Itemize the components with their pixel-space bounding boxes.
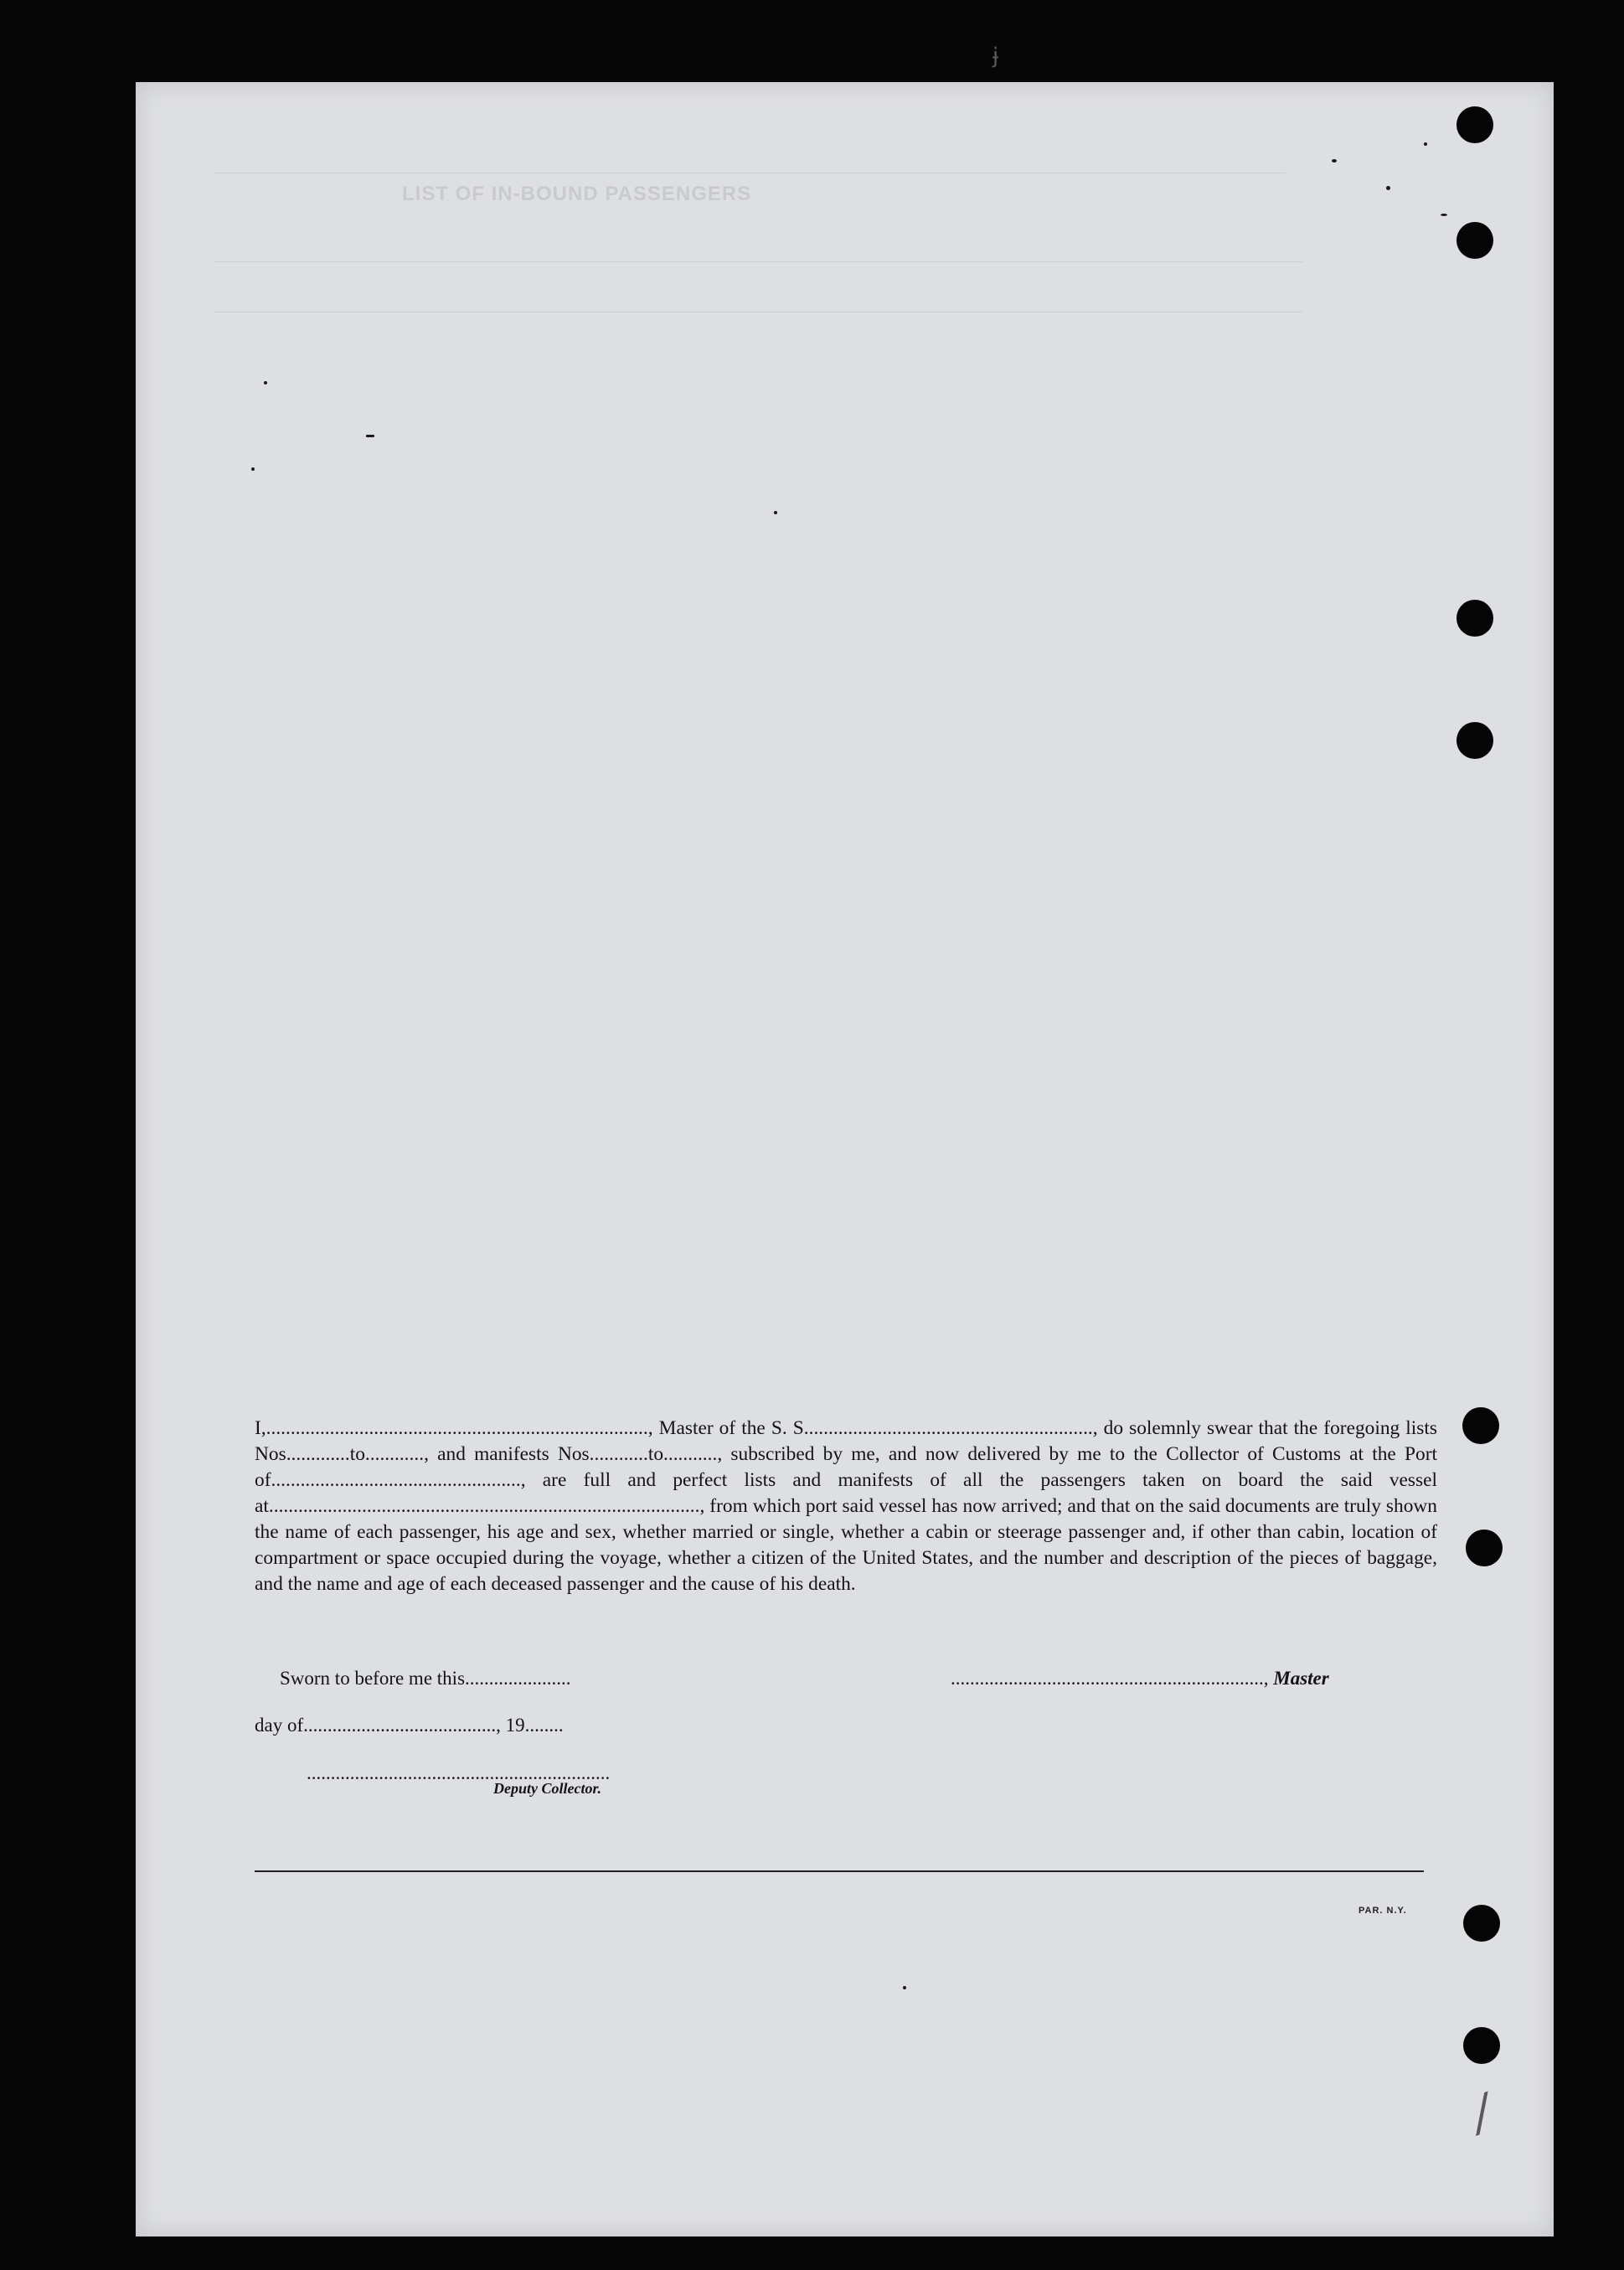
punch-hole (1463, 2027, 1500, 2064)
speck (1424, 142, 1427, 146)
speck (1441, 214, 1447, 216)
punch-hole (1456, 722, 1493, 759)
master-dots: ................................................................., (951, 1668, 1274, 1689)
deputy-collector-label: Deputy Collector. (493, 1780, 601, 1797)
punch-hole (1462, 1407, 1499, 1444)
speck (1386, 186, 1390, 190)
oath-paragraph (255, 1416, 1437, 1597)
punch-hole (1456, 222, 1493, 259)
punch-hole (1456, 600, 1493, 637)
bottom-rule (255, 1870, 1424, 1872)
ghost-header-text: LIST OF IN-BOUND PASSENGERS (402, 183, 752, 205)
speck (903, 1986, 906, 1989)
master-signature-line (951, 1668, 1329, 1690)
sworn-line: Sworn to before me this...................... (280, 1668, 571, 1689)
speck (1332, 159, 1337, 163)
ghost-line-2 (214, 261, 1302, 262)
punch-hole (1463, 1905, 1500, 1942)
master-label: Master (1273, 1668, 1329, 1689)
speck (774, 511, 777, 514)
margin-mark: ⁄ (1468, 2086, 1497, 2144)
speck (366, 435, 374, 437)
speck (251, 467, 255, 471)
speck (264, 381, 267, 384)
form-code: PAR. N.Y. (1358, 1906, 1407, 1916)
margin-mark: ɉ (992, 44, 999, 69)
collector-signature-dots: ............................................................... (307, 1762, 611, 1783)
punch-hole (1456, 106, 1493, 143)
day-of-line: day of........................................, 19........ (255, 1715, 564, 1736)
punch-hole (1466, 1530, 1503, 1566)
oath-text: I,.............................................................................., Master of the S. S..........................................................., do solemnly swear that the foregoing lists Nos.............to............, and manifests Nos............to..........., subscribed by me, and now delivered by me to the Collector of Customs at the Port of..................................................., are full and perfect lists and manifests of all the passengers taken on board the said vessel at........................................................................................, from which port said vessel has now arrived; and that on the said documents are truly shown the name of each passenger, his age and sex, whether married or single, whether a cabin or steerage passenger and, if other than cabin, location of compartment or space occupied during the voyage, whether a citizen of the United States, and the number and description of the pieces of baggage, and the name and age of each deceased passenger and the cause of his death. (255, 1417, 1437, 1595)
manifest-sheet (136, 82, 1554, 2236)
